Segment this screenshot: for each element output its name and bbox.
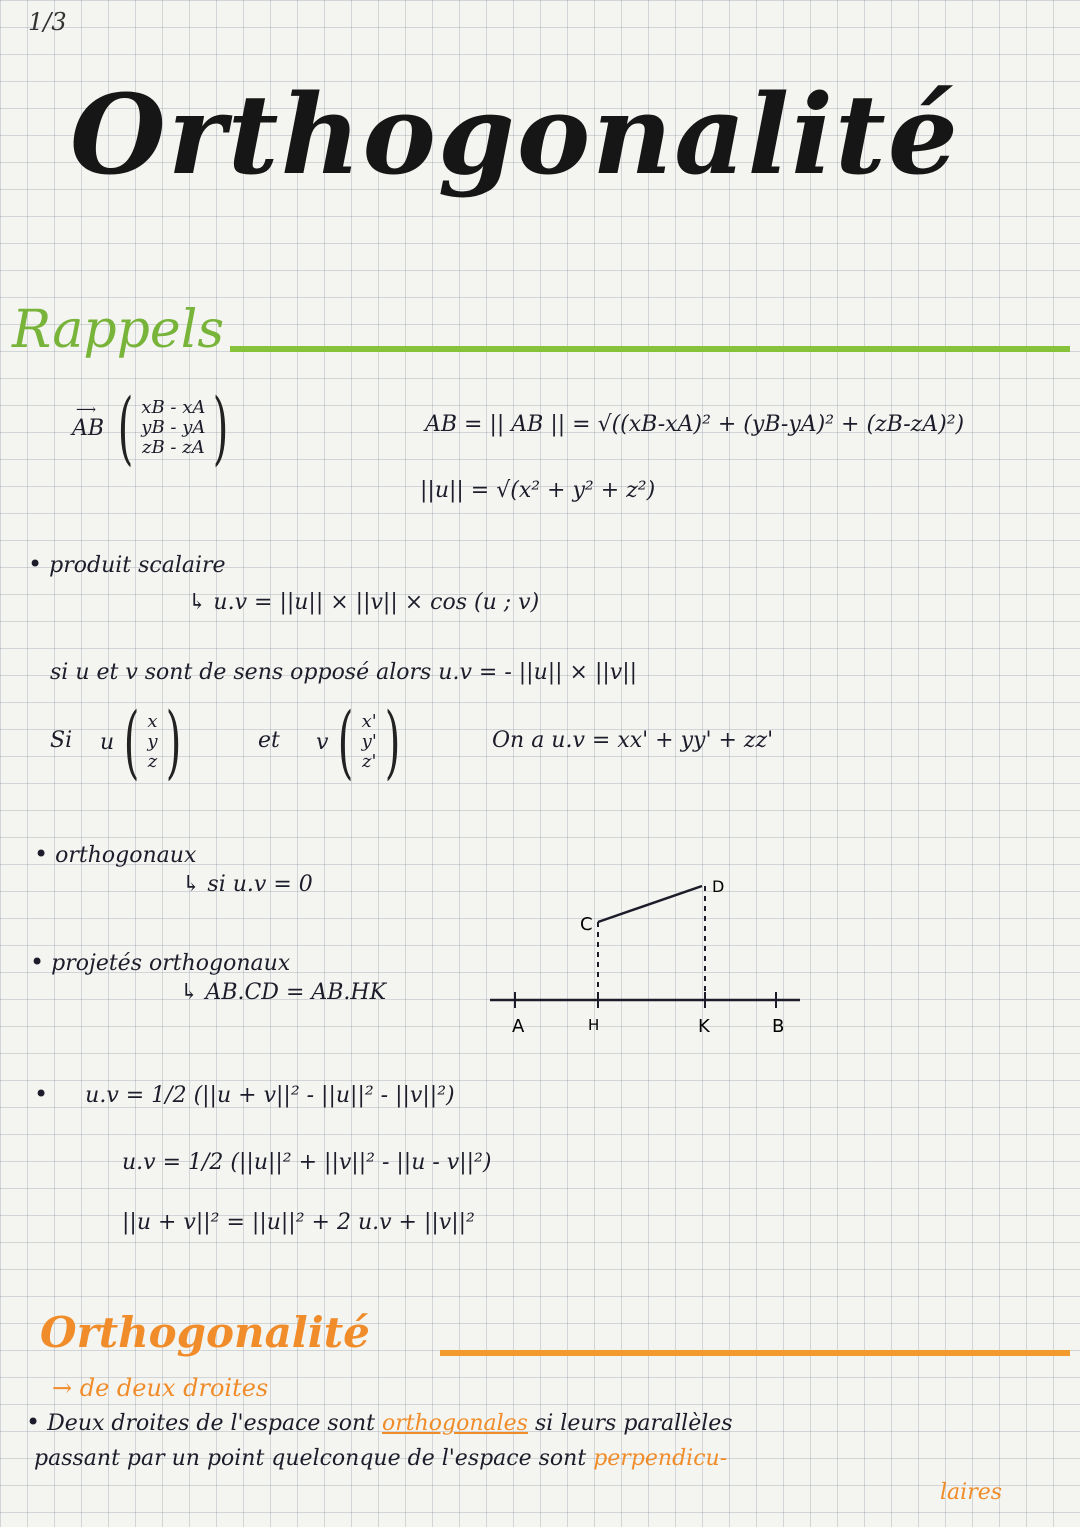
vector-ab [72, 381, 237, 474]
vector-u [100, 695, 189, 788]
definition-line-3: laires [940, 1480, 1003, 1505]
left-paren: ( [338, 695, 354, 788]
produit-scalaire-label: • produit scalaire [28, 550, 226, 578]
label-h: H [588, 1016, 600, 1034]
et-label: et [258, 728, 280, 753]
identity-1: • u.v = 1/2 (||u + v||² - ||u||² - ||v||²) [34, 1080, 455, 1108]
definition-line-1: • Deux droites de l'espace sont orthogonales si leurs parallèles [26, 1408, 733, 1436]
label-a: A [512, 1016, 525, 1037]
sens-oppose-text: si u et v sont de sens opposé alors u.v = - ||u|| × ||v|| [50, 660, 638, 685]
bullet-icon: • [34, 1080, 49, 1108]
left-paren: ( [123, 695, 140, 788]
right-paren: ) [165, 695, 181, 788]
vector-u-components: x y z [147, 711, 158, 772]
vector-v [316, 695, 408, 788]
vector-v-name: v [316, 729, 329, 755]
right-paren: ) [213, 381, 229, 474]
orthogonaux-label: • orthogonaux [34, 840, 197, 868]
orthogonaux-formula: ↳ si u.v = 0 [182, 872, 313, 897]
identity-2: u.v = 1/2 (||u||² + ||v||² - ||u - v||²) [122, 1150, 492, 1175]
label-c: C [580, 914, 593, 935]
vector-ab-components: xB - xA yB - yA zB - zA [141, 397, 206, 458]
vector-ab-name: ⟶ AB [72, 401, 105, 441]
norm-ab-formula: AB = || AB || = √((xB-xA)² + (yB-yA)² + (zB-zA)²) [425, 412, 965, 437]
rappels-heading: Rappels [12, 300, 225, 360]
vector-u-name: u [100, 729, 115, 755]
orthogonalite-underline [440, 1350, 1070, 1356]
vector-v-components: x' y' z' [361, 711, 377, 772]
left-paren: ( [117, 381, 134, 474]
produit-scalaire-formula: ↳ u.v = ||u|| × ||v|| × cos (u ; v) [188, 590, 540, 615]
norm-u-formula: ||u|| = √(x² + y² + z²) [420, 478, 656, 503]
bullet-icon: • [30, 948, 45, 976]
projetes-label: • projetés orthogonaux [30, 948, 291, 976]
rappels-underline [230, 346, 1070, 352]
bullet-icon: • [34, 840, 49, 868]
bullet-icon: • [26, 1408, 41, 1436]
segment-cd [598, 886, 702, 922]
projetes-formula: ↳ AB.CD = AB.HK [180, 980, 387, 1005]
orthogonalite-heading: Orthogonalité [40, 1308, 370, 1357]
bullet-icon: • [28, 550, 43, 578]
si-label: Si [50, 728, 73, 753]
page-title: Orthogonalité [70, 70, 960, 199]
definition-line-2: passant par un point quelconque de l'espace sont perpendicu- [34, 1446, 728, 1471]
right-paren: ) [384, 695, 401, 788]
identity-3: ||u + v||² = ||u||² + 2 u.v + ||v||² [122, 1210, 475, 1235]
orthogonalite-subtitle: → de deux droites [52, 1374, 269, 1402]
label-b: B [772, 1016, 785, 1037]
label-k: K [698, 1016, 710, 1037]
vector-arrow-icon: ⟶ [76, 401, 97, 418]
label-d: D [712, 877, 725, 896]
page-number: 1/3 [28, 8, 67, 36]
on-a-formula: On a u.v = xx' + yy' + zz' [492, 728, 774, 753]
projection-diagram [480, 870, 820, 1050]
